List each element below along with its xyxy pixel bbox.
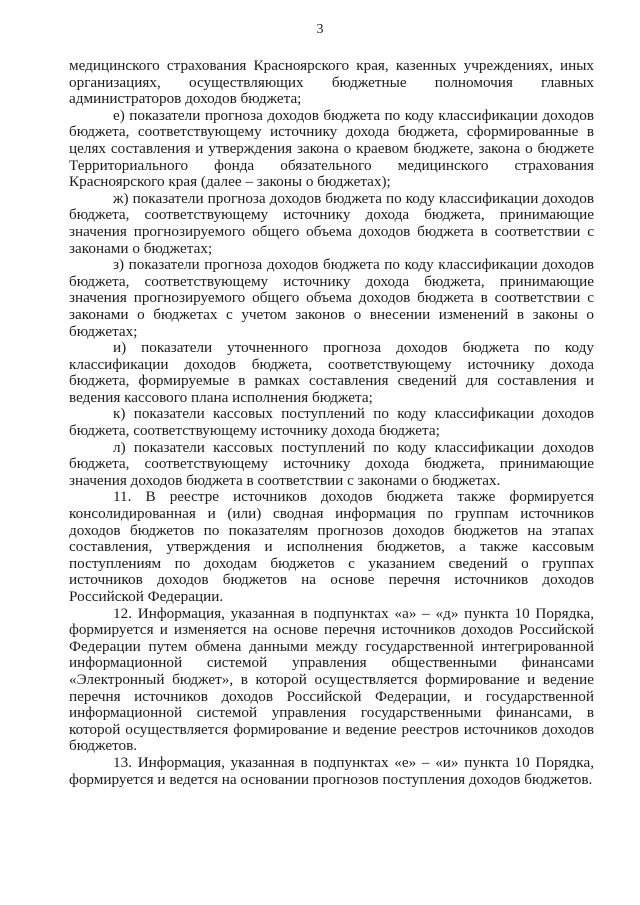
paragraph-item-i: и) показатели уточненного прогноза доходов бюджета по коду классификации доходов бюджета, соответствующему источнику дохода бюджета, формируемые в рамках составления сведений для составления и ведения кассового плана исполнения бюджета;: [69, 339, 594, 406]
paragraph-point-12: 12. Информация, указанная в подпунктах «а» – «д» пункта 10 Порядка, формируется и изменяется на основе перечня источников доходов Российской Федерации путем обмена данными между государственной интегрированной информационной системой управления общественными финансами «Электронный бюджет», в которой осуществляется формирование и ведение перечня источников доходов Российской Федерации, и государственной информационной системой управления государственными финансами, в которой осуществляется формирование и ведение реестров источников доходов бюджетов.: [69, 604, 594, 755]
paragraph-point-13: 13. Информация, указанная в подпунктах «е» – «и» пункта 10 Порядка, формируется и ведется на основании прогнозов поступления доходов бюджетов.: [69, 753, 594, 788]
paragraph-item-e: е) показатели прогноза доходов бюджета по коду классификации доходов бюджета, соответствующему источнику дохода бюджета, сформированные в целях составления и утверждения закона о краевом бюджете, закона о бюджете Территориального фонда обязательного медицинского страхования Красноярского края (далее – законы о бюджетах);: [69, 106, 594, 191]
document-body: [69, 58, 594, 788]
paragraph-item-zh: ж) показатели прогноза доходов бюджета по коду классификации доходов бюджета, соответствующему источнику дохода бюджета, принимающие значения прогнозируемого общего объема доходов бюджета в соответствии с законами о бюджетах;: [69, 189, 594, 257]
paragraph-item-k: к) показатели кассовых поступлений по коду классификации доходов бюджета, соответствующему источнику дохода бюджета;: [69, 405, 594, 440]
paragraph-continuation: медицинского страхования Красноярского края, казенных учреждениях, иных организациях, осуществляющих бюджетные полномочия главных администраторов доходов бюджета;: [69, 57, 594, 108]
paragraph-item-z: з) показатели прогноза доходов бюджета по коду классификации доходов бюджета, соответствующему источнику дохода бюджета, принимающие значения прогнозируемого общего объема доходов бюджета в соответствии с законами о бюджетах с учетом законов о внесении изменений в законы о бюджетах;: [69, 256, 594, 340]
page-number: 3: [316, 22, 324, 37]
paragraph-point-11: 11. В реестре источников доходов бюджета также формируется консолидированная и (или) сводная информация по группам источников доходов бюджетов по показателям прогнозов доходов бюджетов на этапах составления, утверждения и исполнения бюджетов, а также кассовым поступлениям по доходам бюджетов с указанием сведений о группах источников доходов бюджетов на основе перечня источников доходов Российской Федерации.: [69, 488, 594, 605]
paragraph-item-l: л) показатели кассовых поступлений по коду классификации доходов бюджета, соответствующему источнику дохода бюджета, принимающие значения доходов бюджета в соответствии с законами о бюджетах.: [69, 438, 594, 489]
